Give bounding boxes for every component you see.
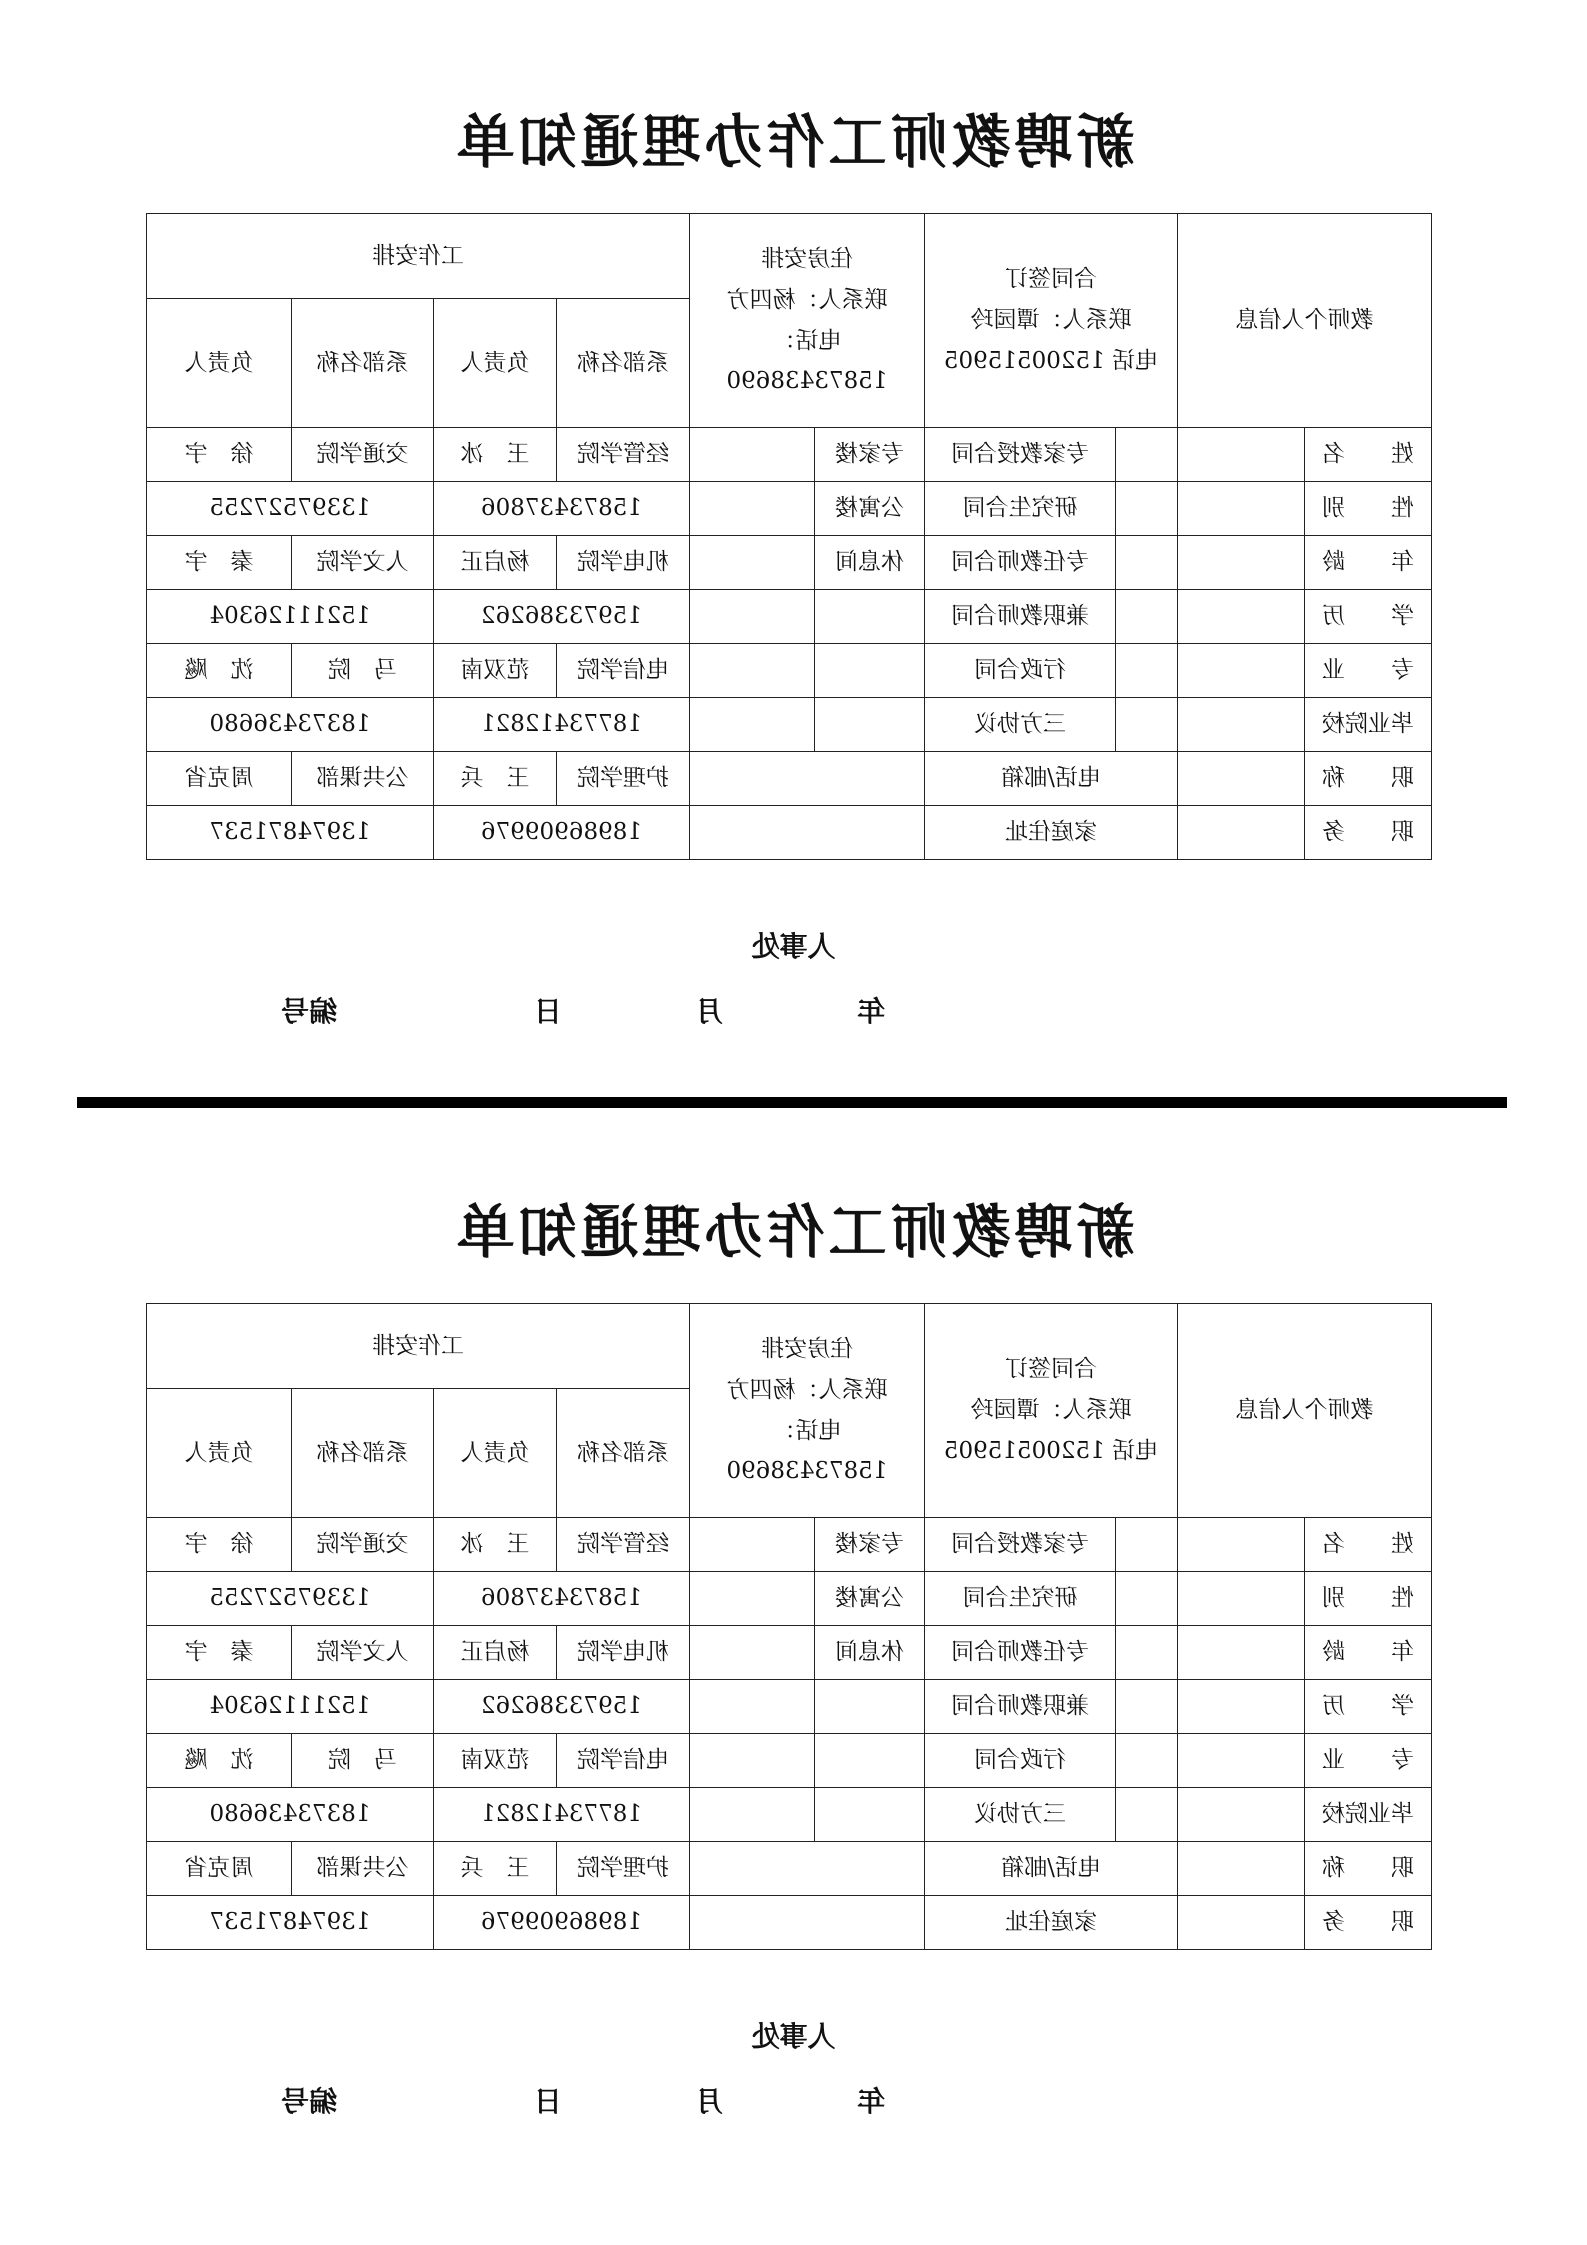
housing-type: 专家楼 — [815, 1518, 925, 1572]
dept-head: 范双南 — [434, 644, 557, 698]
row-label: 专 业 — [1305, 1734, 1432, 1788]
contact-value — [690, 752, 925, 806]
table-row — [147, 1626, 1432, 1680]
dept-name: 马 院 — [292, 644, 434, 698]
row-value — [1178, 1896, 1305, 1950]
contract-check — [1116, 1734, 1178, 1788]
housing-phone: 15873438690 — [726, 368, 888, 395]
row-label: 毕业院校 — [1305, 1788, 1432, 1842]
row-value — [1178, 644, 1305, 698]
personal-info-header: 教师个人信息 — [1178, 214, 1432, 428]
dept-head: 周克省 — [147, 1842, 292, 1896]
housing-type — [815, 644, 925, 698]
row-label: 学 历 — [1305, 1680, 1432, 1734]
housing-type: 休息间 — [815, 536, 925, 590]
table-row — [147, 1734, 1432, 1788]
dept-phone: 15873437806 — [434, 1572, 690, 1626]
row-label: 性 别 — [1305, 482, 1432, 536]
contract-check — [1116, 1680, 1178, 1734]
date-line — [0, 990, 1587, 1030]
dept-phone: 18773412821 — [434, 698, 690, 752]
personal-info-header: 教师个人信息 — [1178, 1304, 1432, 1518]
contract-check — [1116, 536, 1178, 590]
housing-check — [690, 644, 815, 698]
housing-check — [690, 428, 815, 482]
contract-type: 兼职教师合同 — [925, 590, 1116, 644]
dept-phone: 13397527255 — [147, 1572, 434, 1626]
department-name: 人事处 — [751, 2020, 836, 2053]
dept-phone: 15973386262 — [434, 1680, 690, 1734]
table-row — [147, 482, 1432, 536]
contract-header — [925, 214, 1178, 428]
date-line — [0, 2080, 1587, 2120]
dept-head: 杨启正 — [434, 536, 557, 590]
dept-phone: 13397527255 — [147, 482, 434, 536]
contract-type: 行政合同 — [925, 1734, 1116, 1788]
housing-phone: 15873438690 — [726, 1458, 888, 1485]
contract-check — [1116, 482, 1178, 536]
dept-phone: 15873437806 — [434, 482, 690, 536]
row-value — [1178, 698, 1305, 752]
dept-head: 范双南 — [434, 1734, 557, 1788]
contact-value — [690, 1842, 925, 1896]
dept-name: 交通学院 — [292, 428, 434, 482]
dept-head: 王 兵 — [434, 1842, 557, 1896]
dept-name: 人文学院 — [292, 1626, 434, 1680]
contract-type: 研究生合同 — [925, 482, 1116, 536]
contract-check — [1116, 1626, 1178, 1680]
housing-check — [690, 536, 815, 590]
housing-title: 住房安排 — [761, 1336, 853, 1362]
row-value — [1178, 1788, 1305, 1842]
housing-check — [690, 1572, 815, 1626]
housing-type: 休息间 — [815, 1626, 925, 1680]
housing-check — [690, 1734, 815, 1788]
contract-check — [1116, 590, 1178, 644]
row-label: 学 历 — [1305, 590, 1432, 644]
contract-phone: 电话 15200515905 — [943, 1437, 1159, 1464]
row-value — [1178, 536, 1305, 590]
month-label: 月 — [694, 2085, 723, 2118]
row-value — [1178, 1680, 1305, 1734]
contract-type: 三方协议 — [925, 1788, 1116, 1842]
housing-title: 住房安排 — [761, 246, 853, 272]
housing-type — [815, 698, 925, 752]
notice-form-table — [146, 1303, 1432, 1950]
dept-phone: 13974871537 — [147, 1896, 434, 1950]
housing-type — [815, 590, 925, 644]
dept-name: 机电学院 — [557, 1626, 690, 1680]
row-value — [1178, 1518, 1305, 1572]
dept-name: 经管学院 — [557, 1518, 690, 1572]
contract-check — [1116, 644, 1178, 698]
contract-type: 三方协议 — [925, 698, 1116, 752]
year-label: 年 — [856, 2085, 885, 2118]
table-row — [147, 1896, 1432, 1950]
dept-name: 机电学院 — [557, 536, 690, 590]
row-label: 职 务 — [1305, 806, 1432, 860]
work-col-dept-2: 系部名称 — [292, 1389, 434, 1518]
day-label: 日 — [533, 2085, 562, 2118]
work-col-head-1: 负责人 — [434, 299, 557, 428]
dept-head: 王 冰 — [434, 428, 557, 482]
dept-name: 经管学院 — [557, 428, 690, 482]
work-col-head-1: 负责人 — [434, 1389, 557, 1518]
dept-name: 交通学院 — [292, 1518, 434, 1572]
dept-phone: 18986909976 — [434, 1896, 690, 1950]
dept-name: 电信学院 — [557, 644, 690, 698]
housing-phone-label: 电话： — [772, 327, 842, 354]
contract-type: 专任教师合同 — [925, 1626, 1116, 1680]
row-label: 职 称 — [1305, 1842, 1432, 1896]
table-row — [147, 698, 1432, 752]
dept-name: 公共课部 — [292, 752, 434, 806]
contract-contact: 联系人：谭园玲 — [970, 1397, 1132, 1424]
dept-head: 沈 飚 — [147, 1734, 292, 1788]
number-label: 编号 — [280, 995, 337, 1028]
year-label: 年 — [856, 995, 885, 1028]
dept-name: 电信学院 — [557, 1734, 690, 1788]
housing-type: 公寓楼 — [815, 1572, 925, 1626]
dept-name: 护理学院 — [557, 1842, 690, 1896]
day-label: 日 — [533, 995, 562, 1028]
dept-phone: 18986909976 — [434, 806, 690, 860]
table-row — [147, 536, 1432, 590]
dept-name: 马 院 — [292, 1734, 434, 1788]
dept-head: 秦 宇 — [147, 1626, 292, 1680]
work-header: 工作安排 — [147, 214, 690, 299]
housing-check — [690, 1518, 815, 1572]
row-label: 年 龄 — [1305, 1626, 1432, 1680]
housing-type — [815, 1734, 925, 1788]
row-label: 姓 名 — [1305, 1518, 1432, 1572]
contract-type: 专任教师合同 — [925, 536, 1116, 590]
contract-type: 专家教授合同 — [925, 1518, 1116, 1572]
work-col-dept-2: 系部名称 — [292, 299, 434, 428]
row-value — [1178, 752, 1305, 806]
dept-name: 公共课部 — [292, 1842, 434, 1896]
table-row — [147, 1788, 1432, 1842]
housing-check — [690, 1626, 815, 1680]
address-value — [690, 1896, 925, 1950]
contract-phone: 电话 15200515905 — [943, 347, 1159, 374]
contract-type: 研究生合同 — [925, 1572, 1116, 1626]
contract-title: 合同签订 — [1005, 1356, 1097, 1383]
work-header: 工作安排 — [147, 1304, 690, 1389]
table-row — [147, 644, 1432, 698]
table-row — [147, 1518, 1432, 1572]
contract-header — [925, 1304, 1178, 1518]
address-label: 家庭住址 — [925, 1896, 1178, 1950]
dept-head: 周克省 — [147, 752, 292, 806]
department-name: 人事处 — [751, 930, 836, 963]
dept-head: 沈 飚 — [147, 644, 292, 698]
table-row — [147, 1572, 1432, 1626]
housing-type — [815, 1788, 925, 1842]
housing-check — [690, 1680, 815, 1734]
row-value — [1178, 1572, 1305, 1626]
row-label: 职 务 — [1305, 1896, 1432, 1950]
contract-check — [1116, 1518, 1178, 1572]
row-value — [1178, 1842, 1305, 1896]
sheet-title: 新聘教师工作办理通知单 — [452, 1198, 1135, 1266]
row-value — [1178, 590, 1305, 644]
row-value — [1178, 1626, 1305, 1680]
dept-phone: 15211126304 — [147, 1680, 434, 1734]
contract-type: 专家教授合同 — [925, 428, 1116, 482]
work-col-head-2: 负责人 — [147, 1389, 292, 1518]
contract-contact: 联系人：谭园玲 — [970, 307, 1132, 334]
contract-check — [1116, 698, 1178, 752]
housing-contact: 联系人：杨四方 — [726, 1376, 888, 1403]
contact-label: 电话/邮箱 — [925, 752, 1178, 806]
contract-type: 行政合同 — [925, 644, 1116, 698]
dept-phone: 18373436680 — [147, 1788, 434, 1842]
table-row — [147, 428, 1432, 482]
contact-label: 电话/邮箱 — [925, 1842, 1178, 1896]
contract-title: 合同签订 — [1005, 266, 1097, 293]
contract-check — [1116, 1788, 1178, 1842]
housing-type — [815, 1680, 925, 1734]
dept-phone: 15211126304 — [147, 590, 434, 644]
address-label: 家庭住址 — [925, 806, 1178, 860]
contract-check — [1116, 1572, 1178, 1626]
dept-head: 杨启正 — [434, 1626, 557, 1680]
dept-name: 护理学院 — [557, 752, 690, 806]
dept-head: 徐 宇 — [147, 1518, 292, 1572]
dept-phone: 18373436680 — [147, 698, 434, 752]
row-value — [1178, 482, 1305, 536]
work-col-dept-1: 系部名称 — [557, 1389, 690, 1518]
housing-check — [690, 698, 815, 752]
row-value — [1178, 428, 1305, 482]
contract-type: 兼职教师合同 — [925, 1680, 1116, 1734]
contract-check — [1116, 428, 1178, 482]
housing-header — [690, 1304, 925, 1518]
dept-head: 秦 宇 — [147, 536, 292, 590]
sheet-title: 新聘教师工作办理通知单 — [452, 108, 1135, 176]
dept-head: 王 兵 — [434, 752, 557, 806]
table-row — [147, 1842, 1432, 1896]
dept-name: 人文学院 — [292, 536, 434, 590]
table-row — [147, 1680, 1432, 1734]
notice-sheet-2 — [0, 1090, 1587, 2118]
housing-type: 公寓楼 — [815, 482, 925, 536]
work-col-dept-1: 系部名称 — [557, 299, 690, 428]
dept-phone: 18773412821 — [434, 1788, 690, 1842]
notice-sheet-1 — [0, 0, 1587, 1028]
housing-header — [690, 214, 925, 428]
dept-head: 王 冰 — [434, 1518, 557, 1572]
row-label: 姓 名 — [1305, 428, 1432, 482]
dept-head: 徐 宇 — [147, 428, 292, 482]
housing-phone-label: 电话： — [772, 1417, 842, 1444]
row-label: 专 业 — [1305, 644, 1432, 698]
housing-type: 专家楼 — [815, 428, 925, 482]
table-row — [147, 806, 1432, 860]
row-value — [1178, 1734, 1305, 1788]
table-row — [147, 752, 1432, 806]
dept-phone: 15973386262 — [434, 590, 690, 644]
housing-check — [690, 590, 815, 644]
month-label: 月 — [694, 995, 723, 1028]
notice-form-table — [146, 213, 1432, 860]
housing-check — [690, 1788, 815, 1842]
dept-phone: 13974871537 — [147, 806, 434, 860]
row-label: 职 称 — [1305, 752, 1432, 806]
number-label: 编号 — [280, 2085, 337, 2118]
address-value — [690, 806, 925, 860]
table-row — [147, 590, 1432, 644]
row-label: 性 别 — [1305, 1572, 1432, 1626]
row-label: 毕业院校 — [1305, 698, 1432, 752]
row-value — [1178, 806, 1305, 860]
housing-check — [690, 482, 815, 536]
row-label: 年 龄 — [1305, 536, 1432, 590]
housing-contact: 联系人：杨四方 — [726, 286, 888, 313]
work-col-head-2: 负责人 — [147, 299, 292, 428]
